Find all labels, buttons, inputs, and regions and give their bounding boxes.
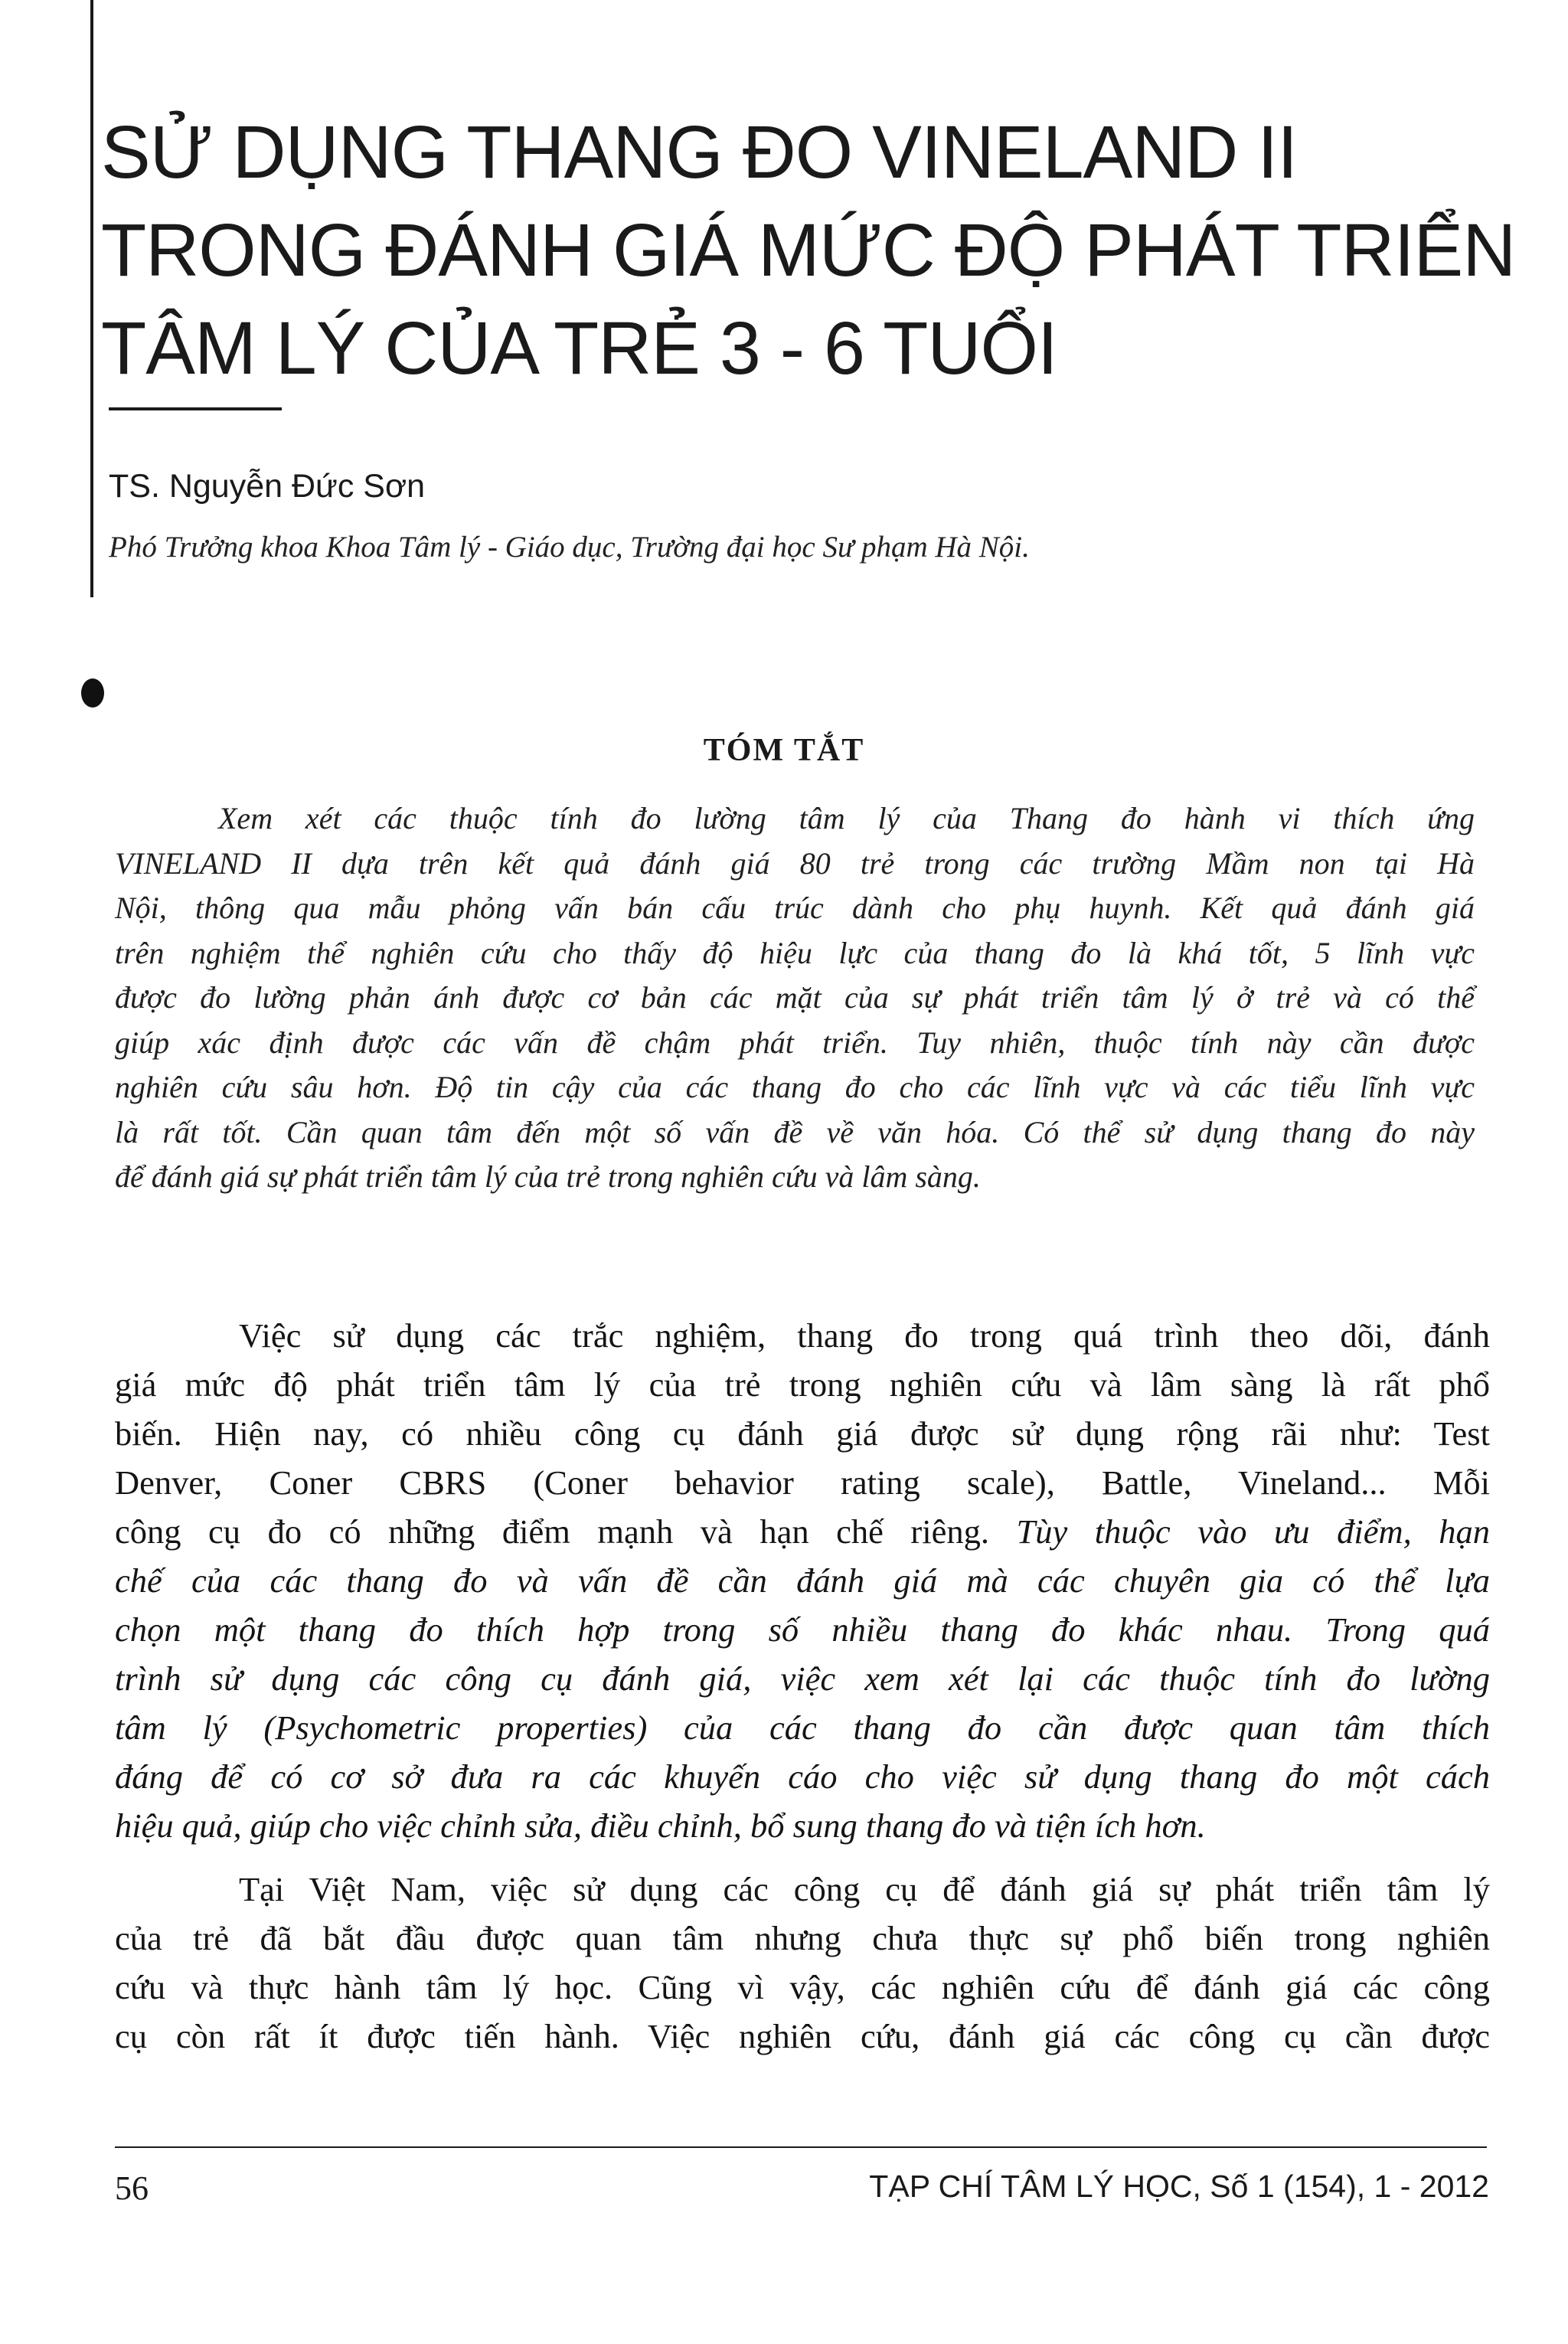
body-line: cứu và thực hành tâm lý học. Cũng vì vậy, các nghiên cứu để đánh giá các công [115,1968,1490,2006]
author-name: TS. Nguyễn Đức Sơn [109,468,426,505]
body-line: Denver, Coner CBRS (Coner behavior rating scale), Battle, Vineland... Mỗi [115,1463,1490,1502]
body-line-italic: hiệu quả, giúp cho việc chỉnh sửa, điều chỉnh, bổ sung thang đo và tiện ích hơn. [115,1806,1206,1845]
abstract-line: giúp xác định được các vấn đề chậm phát triển. Tuy nhiên, thuộc tính này cần được [115,1025,1475,1060]
abstract-line: là rất tốt. Cần quan tâm đến một số vấn đề về văn hóa. Có thể sử dụng thang đo này [115,1114,1475,1149]
abstract-line: trên nghiệm thể nghiên cứu cho thấy độ hiệu lực của thang đo là khá tốt, 5 lĩnh vực [115,935,1475,970]
article-title [101,103,1515,397]
author-affiliation: Phó Trưởng khoa Khoa Tâm lý - Giáo dục, Trường đại học Sư phạm Hà Nội. [109,531,1030,564]
body-line-mixed [115,1507,1490,1556]
abstract-line: Nội, thông qua mẫu phỏng vấn bán cấu trúc dành cho phụ huynh. Kết quả đánh giá [115,891,1475,925]
title-line: SỬ DỤNG THANG ĐO VINELAND II [101,110,1298,194]
journal-citation: TẠP CHÍ TÂM LÝ HỌC, Số 1 (154), 1 - 2012 [869,2169,1489,2204]
title-line: TRONG ĐÁNH GIÁ MỨC ĐỘ PHÁT TRIỂN [101,208,1516,292]
abstract-line: được đo lường phản ánh được cơ bản các mặt của sự phát triển tâm lý ở trẻ và có thể [115,980,1475,1015]
body-paragraph-2 [115,1865,1490,2061]
title-line: TÂM LÝ CỦA TRẺ 3 - 6 TUỔI [101,306,1057,390]
margin-vertical-rule [90,0,93,597]
abstract-line: để đánh giá sự phát triển tâm lý của trẻ trong nghiên cứu và lâm sàng. [115,1159,981,1194]
abstract-line: Xem xét các thuộc tính đo lường tâm lý của Thang đo hành vi thích ứng [218,801,1475,835]
body-line-italic: chọn một thang đo thích hợp trong số nhiều thang đo khác nhau. Trong quá [115,1610,1490,1649]
footer-rule [115,2146,1487,2148]
body-line-italic: chế của các thang đo và vấn đề cần đánh giá mà các chuyên gia có thể lựa [115,1561,1490,1600]
title-underline-rule [109,407,282,410]
body-line: của trẻ đã bắt đầu được quan tâm nhưng chưa thực sự phổ biến trong nghiên [115,1919,1490,1957]
body-line-normal-part: công cụ đo có những điểm mạnh và hạn chế riêng. [115,1512,1017,1551]
abstract-text [115,796,1475,1200]
body-line-italic: đáng để có cơ sở đưa ra các khuyến cáo cho việc sử dụng thang đo một cách [115,1757,1490,1796]
body-line-italic: trình sử dụng các công cụ đánh giá, việc xem xét lại các thuộc tính đo lường [115,1659,1490,1698]
body-line: Việc sử dụng các trắc nghiệm, thang đo trong quá trình theo dõi, đánh [239,1316,1490,1355]
abstract-line: VINELAND II dựa trên kết quả đánh giá 80 trẻ trong các trường Mầm non tại Hà [115,845,1475,881]
page-number: 56 [115,2169,149,2207]
body-line: biến. Hiện nay, có nhiều công cụ đánh giá được sử dụng rộng rãi như: Test [115,1414,1490,1453]
body-line: Tại Việt Nam, việc sử dụng các công cụ để đánh giá sự phát triển tâm lý [239,1870,1490,1908]
abstract-line: nghiên cứu sâu hơn. Độ tin cậy của các thang đo cho các lĩnh vực và các tiểu lĩnh vực [115,1070,1475,1104]
body-line: cụ còn rất ít được tiến hành. Việc nghiên cứu, đánh giá các công cụ cần được [115,2017,1490,2055]
body-line-italic: tâm lý (Psychometric properties) của các thang đo cần được quan tâm thích [115,1708,1490,1747]
body-paragraph-1 [115,1311,1490,1850]
body-line: giá mức độ phát triển tâm lý của trẻ trong nghiên cứu và lâm sàng là rất phổ [115,1365,1490,1404]
body-line-italic-part: Tùy thuộc vào ưu điểm, hạn [1016,1512,1490,1551]
margin-bullet [81,678,104,708]
abstract-heading: TÓM TẮT [703,733,865,768]
